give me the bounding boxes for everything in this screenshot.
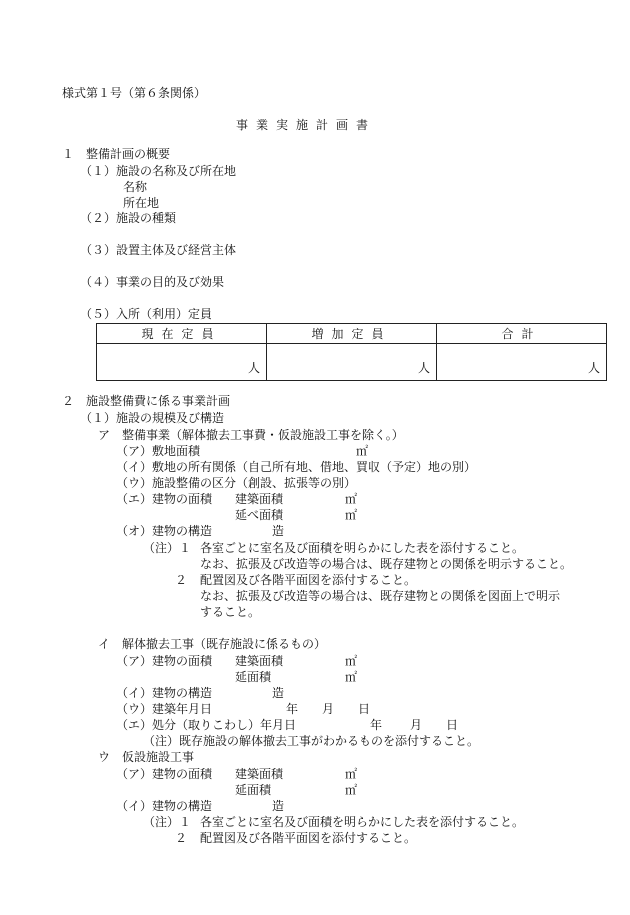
c-building-area: （ア）建物の面積 bbox=[116, 767, 213, 781]
total-capacity-cell: 人 bbox=[437, 344, 607, 381]
c-note-2: 配置図及び各階平面図を添付すること。 bbox=[200, 831, 417, 845]
b-demolition-date: （エ）処分（取りこわし）年月日 bbox=[116, 718, 297, 732]
section-1-heading: １ 整備計画の概要 bbox=[62, 147, 171, 161]
c-structure: （イ）建物の構造 bbox=[116, 799, 213, 813]
s1-item-1: （１）施設の名称及び所在地 bbox=[80, 164, 237, 178]
b-structure-unit: 造 bbox=[272, 686, 285, 700]
subsection-b-heading: イ 解体撤去工事（既存施設に係るもの） bbox=[98, 637, 327, 651]
c-building-area-unit: ㎡ bbox=[345, 767, 358, 781]
b-floor-area-label: 延面積 bbox=[235, 670, 272, 684]
s1-item-5: （５）入所（利用）定員 bbox=[80, 307, 213, 321]
c-note-1: 各室ごとに室名及び面積を明らかにした表を添付すること。 bbox=[200, 815, 525, 829]
a-building-area-label: 建築面積 bbox=[235, 492, 284, 506]
current-capacity-cell: 人 bbox=[97, 344, 267, 381]
b-demolition-month: 月 bbox=[410, 718, 423, 732]
c-note-2-number: ２ bbox=[175, 831, 188, 845]
s1-item-4: （４）事業の目的及び効果 bbox=[80, 275, 225, 289]
s1-item-2: （２）施設の種類 bbox=[80, 211, 177, 225]
a-note-1-line-1: 各室ごとに室名及び面積を明らかにした表を添付すること。 bbox=[200, 541, 525, 555]
b-construction-date: （ウ）建築年月日 bbox=[116, 702, 213, 716]
document-title: 事業実施計画書 bbox=[236, 118, 377, 132]
section-2-heading: ２ 施設整備費に係る事業計画 bbox=[62, 394, 231, 408]
s2-item-1: （１）施設の規模及び構造 bbox=[80, 411, 225, 425]
b-building-area-unit: ㎡ bbox=[345, 654, 358, 668]
b-demolition-day: 日 bbox=[446, 718, 459, 732]
s1-item-3: （３）設置主体及び経営主体 bbox=[80, 243, 237, 257]
a-total-floor-area-unit: ㎡ bbox=[345, 508, 358, 522]
b-note: （注）既存施設の解体撤去工事がわかるものを添付すること。 bbox=[143, 734, 480, 748]
a-site-area-unit: ㎡ bbox=[356, 444, 369, 458]
a-site-area: （ア）敷地面積 bbox=[116, 444, 201, 458]
a-site-ownership: （イ）敷地の所有関係（自己所有地、借地、買収（予定）地の別） bbox=[116, 460, 477, 474]
c-floor-area-label: 延面積 bbox=[235, 783, 272, 797]
capacity-table-value-row bbox=[97, 344, 607, 381]
b-building-area: （ア）建物の面積 bbox=[116, 654, 213, 668]
a-building-area: （エ）建物の面積 bbox=[116, 492, 213, 506]
b-floor-area-unit: ㎡ bbox=[345, 670, 358, 684]
b-construction-year: 年 bbox=[286, 702, 299, 716]
header-total: 合計 bbox=[437, 324, 607, 344]
capacity-table-header-row bbox=[97, 324, 607, 344]
capacity-table bbox=[96, 323, 607, 381]
facility-location-label: 所在地 bbox=[123, 196, 160, 210]
header-current-capacity: 現在定員 bbox=[97, 324, 267, 344]
a-note-2-line-1: 配置図及び各階平面図を添付すること。 bbox=[200, 573, 417, 587]
subsection-a-heading: ア 整備事業（解体撤去工事費・仮設施設工事を除く。） bbox=[98, 428, 404, 442]
a-building-area-unit: ㎡ bbox=[345, 492, 358, 506]
b-construction-day: 日 bbox=[358, 702, 371, 716]
b-demolition-year: 年 bbox=[370, 718, 383, 732]
a-note-2-line-2: なお、拡張及び改造等の場合は、既存建物との関係を図面上で明示 bbox=[200, 589, 561, 603]
c-structure-unit: 造 bbox=[272, 799, 285, 813]
c-floor-area-unit: ㎡ bbox=[345, 783, 358, 797]
a-note-label: （注）１ bbox=[143, 541, 192, 555]
b-structure: （イ）建物の構造 bbox=[116, 686, 213, 700]
a-structure-unit: 造 bbox=[272, 524, 285, 538]
c-building-area-label: 建築面積 bbox=[235, 767, 284, 781]
b-building-area-label: 建築面積 bbox=[235, 654, 284, 668]
a-structure: （オ）建物の構造 bbox=[116, 524, 213, 538]
a-note-1-line-2: なお、拡張及び改造等の場合は、既存建物との関係を明示すること。 bbox=[200, 557, 573, 571]
a-total-floor-area-label: 延べ面積 bbox=[235, 508, 284, 522]
b-construction-month: 月 bbox=[322, 702, 335, 716]
c-note-label: （注）１ bbox=[143, 815, 192, 829]
form-number: 様式第１号（第６条関係） bbox=[62, 86, 207, 100]
a-note-2-number: ２ bbox=[175, 573, 188, 587]
header-increase-capacity: 増加定員 bbox=[267, 324, 437, 344]
a-note-2-line-3: すること。 bbox=[200, 605, 261, 619]
facility-name-label: 名称 bbox=[123, 180, 148, 194]
subsection-c-heading: ウ 仮設施設工事 bbox=[98, 750, 195, 764]
increase-capacity-cell: 人 bbox=[267, 344, 437, 381]
a-development-type: （ウ）施設整備の区分（創設、拡張等の別） bbox=[116, 476, 357, 490]
